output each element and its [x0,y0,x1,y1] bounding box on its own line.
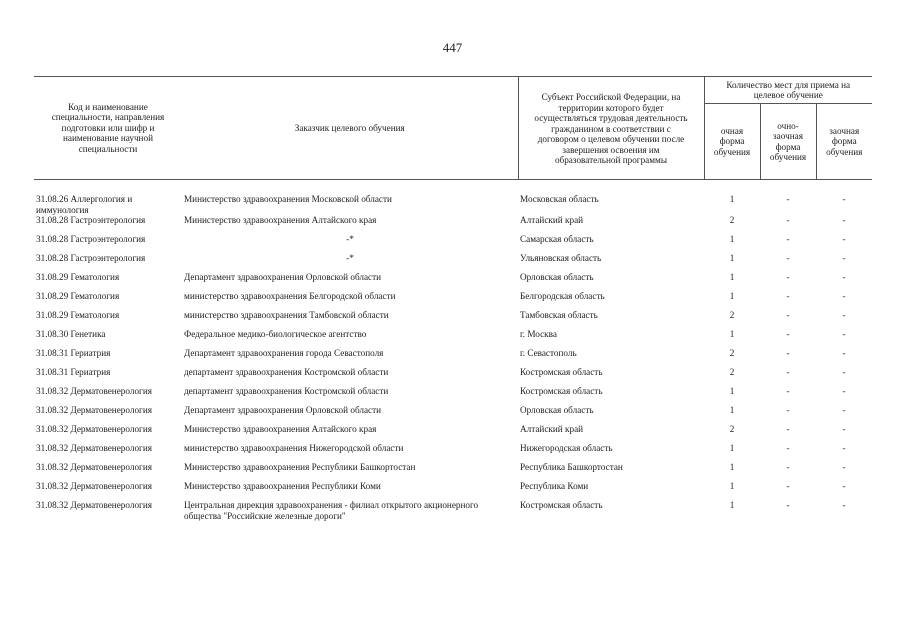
row-part-time: - [786,500,790,510]
table-row [34,310,872,329]
row-subject: Тамбовская область [520,310,598,320]
row-customer: Министерство здравоохранения Республики Башкортостан [184,462,416,472]
row-distance: - [842,443,846,453]
row-customer: Министерство здравоохранения Московской области [184,194,392,204]
row-customer: департамент здравоохранения Костромской области [184,386,389,396]
row-full-time: 2 [729,424,735,434]
header-subject: Субъект Российской Федерации, на территории которого будет осуществляться трудовая деятельность гражданином в соответствии с договором о целевом обучении после завершения освоения им образовательной программы [518,77,704,180]
table-row [34,386,872,405]
table-row [34,348,872,367]
row-distance: - [842,424,846,434]
row-part-time: - [786,194,790,204]
row-part-time: - [786,424,790,434]
row-subject: Самарская область [520,234,594,244]
row-part-time: - [786,367,790,377]
row-distance: - [842,310,846,320]
row-code: 31.08.32 Дерматовенерология [36,424,152,434]
row-code: 31.08.32 Дерматовенерология [36,481,152,491]
row-customer: Министерство здравоохранения Республики Коми [184,481,381,491]
row-customer: Департамент здравоохранения Орловской области [184,272,382,282]
row-part-time: - [786,405,790,415]
row-code: 31.08.31 Гериатрия [36,348,111,358]
row-full-time: 1 [729,386,735,396]
row-code: 31.08.32 Дерматовенерология [36,443,152,453]
row-subject: Республика Коми [520,481,589,491]
row-code: 31.08.29 Гематология [36,272,120,282]
row-customer: Департамент здравоохранения города Севастополя [184,348,384,358]
row-full-time: 1 [729,329,735,339]
row-subject: Костромская область [520,500,603,510]
row-customer: Центральная дирекция здравоохранения - филиал открытого акционерного общества "Российские железные дороги" [184,500,479,521]
row-full-time: 2 [729,348,735,358]
row-distance: - [842,272,846,282]
row-part-time: - [786,481,790,491]
table-row [34,180,872,216]
row-distance: - [842,215,846,225]
row-customer: Федеральное медико-биологическое агентство [184,329,367,339]
row-code: 31.08.32 Дерматовенерология [36,386,152,396]
row-subject: Ульяновская область [520,253,602,263]
row-distance: - [842,291,846,301]
row-subject: г. Москва [520,329,557,339]
row-subject: Белгородская область [520,291,605,301]
row-code: 31.08.30 Генетика [36,329,106,339]
table-row [34,424,872,443]
row-part-time: - [786,329,790,339]
row-full-time: 1 [729,194,735,204]
row-distance: - [842,348,846,358]
table-row [34,462,872,481]
row-code: 31.08.26 Аллергология и иммунология [36,194,133,215]
row-distance: - [842,405,846,415]
row-subject: Алтайский край [520,424,584,434]
row-code: 31.08.28 Гастроэнтерология [36,253,146,263]
table-row [34,405,872,424]
row-part-time: - [786,348,790,358]
header-code: Код и наименование специальности, направления подготовки или шифр и наименование научной специальности [34,77,182,180]
header-places: Количество мест для приема на целевое обучение [704,77,872,104]
row-part-time: - [786,462,790,472]
row-distance: - [842,386,846,396]
row-subject: Московская область [520,194,599,204]
row-subject: Орловская область [520,272,594,282]
page-number: 447 [442,40,463,55]
row-full-time: 1 [729,234,735,244]
row-customer: департамент здравоохранения Костромской области [184,367,389,377]
row-part-time: - [786,234,790,244]
row-full-time: 1 [729,291,735,301]
row-code: 31.08.29 Гематология [36,310,120,320]
row-subject: Алтайский край [520,215,584,225]
row-customer: Департамент здравоохранения Орловской области [184,405,382,415]
row-distance: - [842,194,846,204]
table-row [34,291,872,310]
row-distance: - [842,329,846,339]
row-part-time: - [786,253,790,263]
header-customer: Заказчик целевого обучения [182,77,518,180]
row-code: 31.08.32 Дерматовенерология [36,462,152,472]
row-full-time: 2 [729,215,735,225]
table-row [34,481,872,500]
row-customer: министерство здравоохранения Белгородской области [184,291,396,301]
row-code: 31.08.28 Гастроэнтерология [36,215,146,225]
row-subject: Республика Башкортостан [520,462,623,472]
header-distance: заочная форма обучения [816,104,872,180]
row-full-time: 1 [729,462,735,472]
row-distance: - [842,253,846,263]
row-part-time: - [786,443,790,453]
row-customer: министерство здравоохранения Нижегородской области [184,443,404,453]
row-subject: Костромская область [520,386,603,396]
row-subject: г. Севастополь [520,348,577,358]
row-full-time: 1 [729,253,735,263]
row-part-time: - [786,291,790,301]
row-subject: Орловская область [520,405,594,415]
row-code: 31.08.28 Гастроэнтерология [36,234,146,244]
row-full-time: 1 [729,500,735,510]
row-part-time: - [786,215,790,225]
row-subject: Нижегородская область [520,443,613,453]
row-distance: - [842,367,846,377]
row-distance: - [842,234,846,244]
row-customer: Министерство здравоохранения Алтайского края [184,215,377,225]
row-part-time: - [786,386,790,396]
table-row [34,443,872,462]
row-full-time: 2 [729,367,735,377]
row-customer: министерство здравоохранения Тамбовской области [184,310,389,320]
row-part-time: - [786,272,790,282]
header-part-time: очно-заочная форма обучения [760,104,816,180]
row-customer: -* [346,234,354,244]
row-customer: -* [346,253,354,263]
row-customer: Министерство здравоохранения Алтайского края [184,424,377,434]
table-row [34,367,872,386]
table-row [34,500,872,521]
table-row [34,215,872,234]
row-full-time: 1 [729,443,735,453]
row-full-time: 1 [729,481,735,491]
table-row [34,329,872,348]
row-subject: Костромская область [520,367,603,377]
row-code: 31.08.32 Дерматовенерология [36,500,152,510]
row-code: 31.08.32 Дерматовенерология [36,405,152,415]
row-distance: - [842,481,846,491]
row-distance: - [842,500,846,510]
row-full-time: 2 [729,310,735,320]
row-full-time: 1 [729,272,735,282]
row-distance: - [842,462,846,472]
table-row [34,272,872,291]
table-row [34,253,872,272]
row-code: 31.08.29 Гематология [36,291,120,301]
table-row [34,234,872,253]
header-full-time: очная форма обучения [704,104,760,180]
row-part-time: - [786,310,790,320]
target-admission-table [34,76,872,521]
row-full-time: 1 [729,405,735,415]
row-code: 31.08.31 Гериатрия [36,367,111,377]
